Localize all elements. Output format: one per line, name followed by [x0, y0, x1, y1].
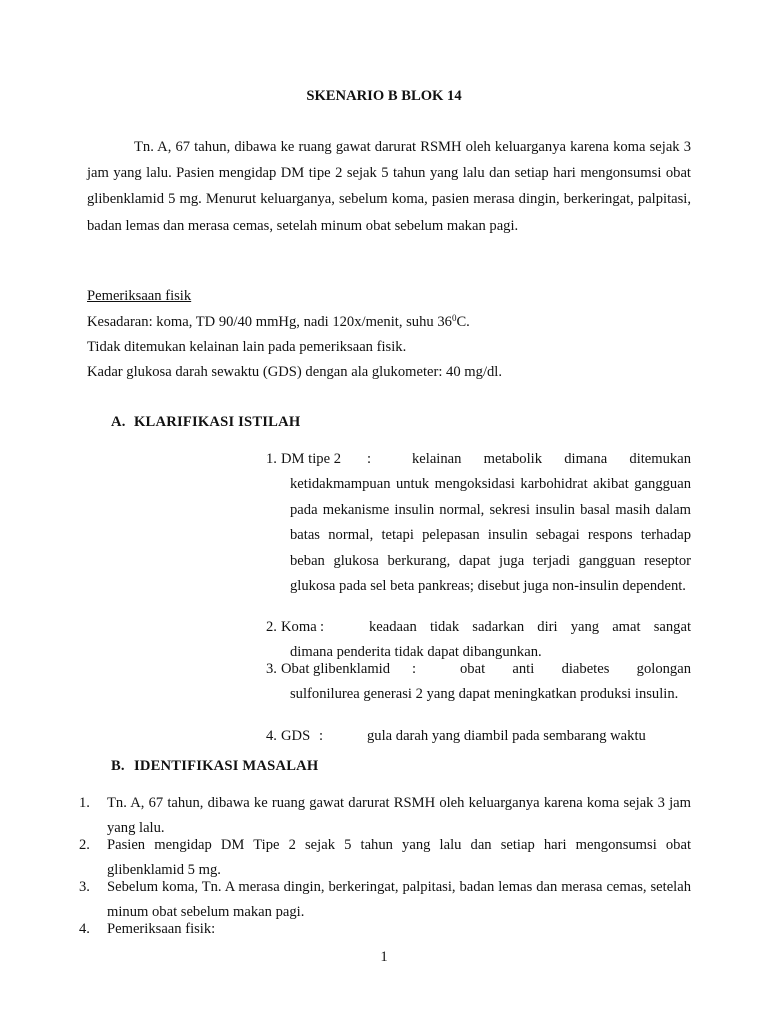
- page-number: 1: [380, 949, 388, 965]
- klarifikasi-term: Koma: [281, 619, 317, 635]
- klarifikasi-def-first: gula darah yang diambil pada sembarang waktu: [367, 728, 646, 744]
- identifikasi-text: Pemeriksaan fisik:: [107, 921, 216, 937]
- exam-heading: Pemeriksaan fisik: [87, 288, 192, 304]
- identifikasi-text: Sebelum koma, Tn. A merasa dingin, berkeringat, palpitasi, badan lemas dan merasa cemas, setelah minum obat sebelum makan pagi.: [107, 879, 691, 921]
- klarifikasi-sep: :: [320, 619, 325, 635]
- klarifikasi-def-first: keadaan tidak sadarkan diri yang amat sangat: [369, 619, 691, 635]
- section-a-letter: A.: [111, 414, 126, 430]
- klarifikasi-num: 2.: [266, 619, 277, 635]
- klarifikasi-sep: :: [367, 451, 372, 467]
- klarifikasi-sep: :: [319, 728, 324, 744]
- section-b-letter: B.: [111, 758, 125, 774]
- identifikasi-num: 2.: [79, 837, 90, 853]
- exam-line-gds: Kadar glukosa darah sewaktu (GDS) dengan ala glukometer: 40 mg/dl.: [87, 364, 502, 380]
- identifikasi-num: 3.: [79, 879, 90, 895]
- section-b-title: IDENTIFIKASI MASALAH: [134, 758, 319, 774]
- scenario-paragraph: Tn. A, 67 tahun, dibawa ke ruang gawat darurat RSMH oleh keluarganya karena koma sejak 3 jam yang lalu. Pasien mengidap DM tipe 2 sejak 5 tahun yang lalu dan setiap hari mengonsumsi obat glibenklamid 5 mg. Menurut keluarganya, sebelum koma, pasien merasa dingin, berkeringat, palpitasi, badan lemas dan merasa cemas, setelah minum obat sebelum makan pagi.: [87, 139, 691, 234]
- klarifikasi-item-2: [266, 615, 691, 641]
- exam-line-normal: Tidak ditemukan kelainan lain pada pemeriksaan fisik.: [87, 339, 407, 355]
- klarifikasi-term: Obat glibenklamid: [281, 661, 391, 677]
- klarifikasi-def-rest-3: sulfonilurea generasi 2 yang dapat meningkatkan produksi insulin.: [290, 686, 679, 702]
- klarifikasi-sep: :: [412, 661, 417, 677]
- degree-superscript: 0: [451, 313, 457, 323]
- exam-vitals-text: Kesadaran: koma, TD 90/40 mmHg, nadi 120x/menit, suhu 36: [87, 314, 452, 330]
- section-b-heading: [111, 758, 318, 775]
- exam-vitals-unit: C.: [456, 314, 470, 330]
- klarifikasi-def-first: obat anti diabetes golongan: [460, 661, 691, 677]
- exam-line-vitals: [87, 313, 470, 331]
- klarifikasi-def-rest-2: dimana penderita tidak dapat dibangunkan.: [290, 644, 542, 660]
- klarifikasi-num: 1.: [266, 451, 277, 467]
- identifikasi-num: 4.: [79, 921, 90, 937]
- klarifikasi-item-1: [266, 447, 691, 473]
- identifikasi-text: Tn. A, 67 tahun, dibawa ke ruang gawat darurat RSMH oleh keluarganya karena koma sejak 3 jam yang lalu.: [107, 795, 691, 837]
- klarifikasi-def-rest-1: ketidakmampuan untuk mengoksidasi karbohidrat akibat gangguan pada mekanisme insulin normal, sekresi insulin basal masih dalam batas normal, tetapi pelepasan insulin sebagai respons terhadap beban glukosa berkurang, dapat juga terjadi gangguan reseptor glukosa pada sel beta pankreas; disebut juga non-insulin dependent.: [290, 476, 691, 595]
- klarifikasi-term: GDS: [281, 728, 311, 744]
- identifikasi-num: 1.: [79, 795, 90, 811]
- klarifikasi-item-4: [266, 724, 691, 750]
- identifikasi-item-4: [79, 917, 691, 942]
- klarifikasi-num: 4.: [266, 728, 277, 744]
- klarifikasi-term: DM tipe 2: [281, 451, 341, 467]
- klarifikasi-num: 3.: [266, 661, 277, 677]
- klarifikasi-item-3: [266, 657, 691, 683]
- section-a-heading: [111, 414, 300, 431]
- document-title: SKENARIO B BLOK 14: [306, 88, 462, 104]
- identifikasi-text: Pasien mengidap DM Tipe 2 sejak 5 tahun yang lalu dan setiap hari mengonsumsi obat glibenklamid 5 mg.: [107, 837, 691, 879]
- klarifikasi-def-first: kelainan metabolik dimana ditemukan: [412, 451, 691, 467]
- section-a-title: KLARIFIKASI ISTILAH: [134, 414, 301, 430]
